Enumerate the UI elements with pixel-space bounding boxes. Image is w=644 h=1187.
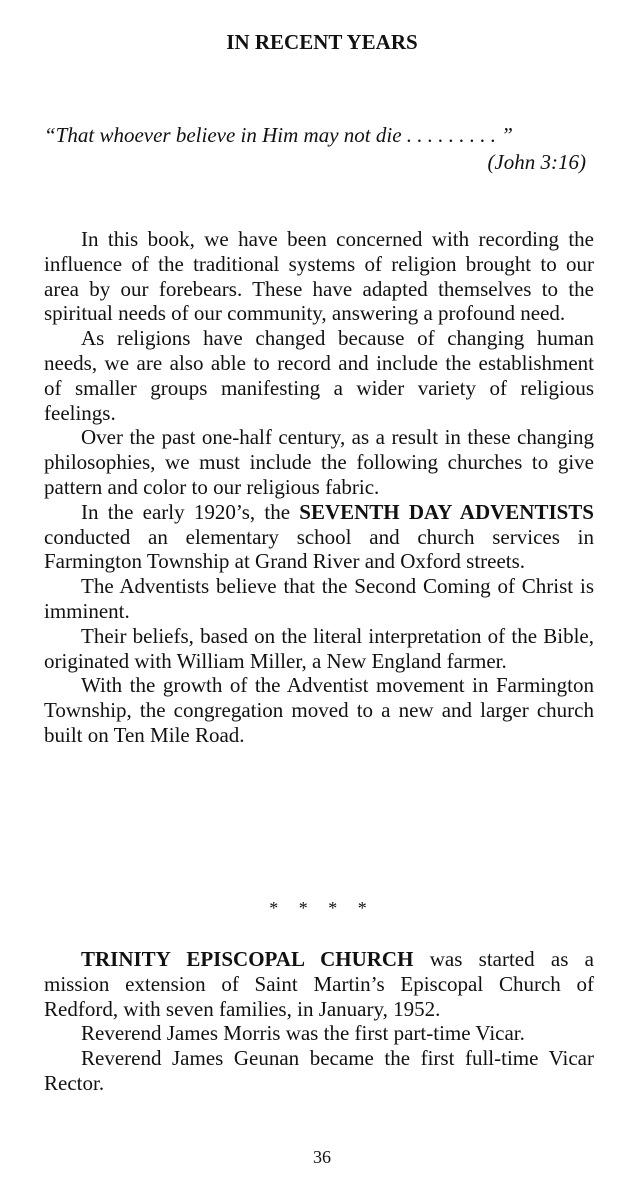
paragraph-text: was started as a mission extension of Saint Martin’s Episcopal Church of Redford, with seven families, in January, 1952. xyxy=(44,947,594,1021)
page-number: 36 xyxy=(313,1147,331,1167)
epigraph-reference: (John 3:16) xyxy=(487,150,586,174)
section-separator: * * * * xyxy=(269,898,375,918)
main-text xyxy=(44,227,594,748)
paragraph: Reverend James Geunan became the first full-time Vicar Rector. xyxy=(44,1046,594,1095)
paragraph: The Adventists believe that the Second Coming of Christ is imminent. xyxy=(44,574,594,623)
church-name-trinity: TRINITY EPISCOPAL CHURCH xyxy=(81,947,414,971)
epigraph xyxy=(44,122,594,176)
church-name-adventists: SEVENTH DAY ADVENTISTS xyxy=(299,499,594,524)
paragraph: Their beliefs, based on the literal interpretation of the Bible, originated with William Miller, a New England farmer. xyxy=(44,623,594,673)
epigraph-quote: “That whoever believe in Him may not die . . . . . . . . . ” xyxy=(44,123,513,147)
paragraph: Over the past one-half century, as a result in these changing philosophies, we must include the following churches to give pattern and color to our religious fabric. xyxy=(44,425,594,499)
paragraph: In this book, we have been concerned with recording the influence of the traditional systems of religion brought to our area by our forebears. These have adapted themselves to the spiritual needs of our community, answering a profound need. xyxy=(44,227,594,326)
paragraph-adventists xyxy=(44,500,594,574)
trinity-section xyxy=(44,947,594,1096)
paragraph-trinity xyxy=(44,947,594,1021)
paragraph-text: In the early 1920’s, the xyxy=(81,499,300,524)
paragraph: Reverend James Morris was the first part-time Vicar. xyxy=(81,1021,525,1046)
chapter-title: IN RECENT YEARS xyxy=(226,30,418,54)
paragraph: With the growth of the Adventist movement in Farmington Township, the congregation moved to a new and larger church built on Ten Mile Road. xyxy=(44,673,594,747)
paragraph-text: conducted an elementary school and church services in Farmington Township at Grand River and Oxford streets. xyxy=(44,524,594,574)
paragraph: As religions have changed because of changing human needs, we are also able to record and include the establishment of smaller groups manifesting a wider variety of religious feelings. xyxy=(44,326,594,425)
